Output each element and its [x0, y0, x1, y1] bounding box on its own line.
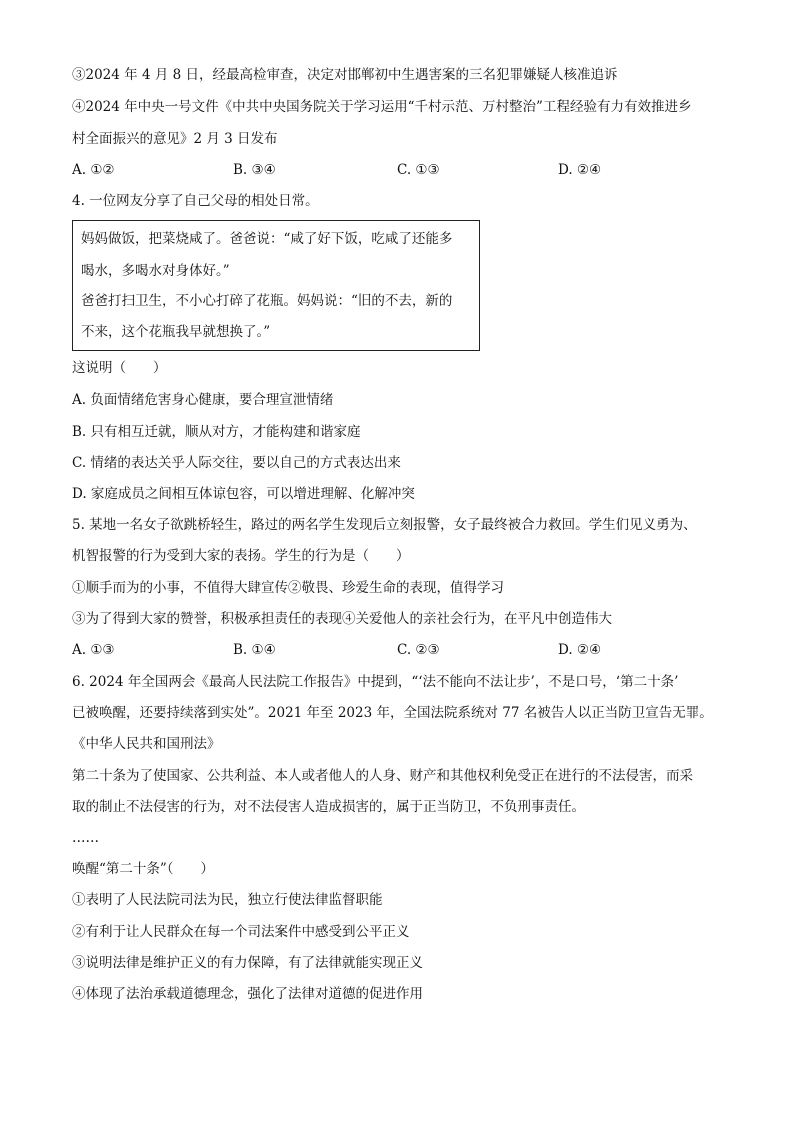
- q4-prompt: 这说明（ ）: [72, 360, 167, 376]
- q3-options: [72, 161, 732, 179]
- q3-item-3: ③2024 年 4 月 8 日，经最高检审查，决定对邯郸初中生遇害案的三名犯罪嫌疑人核准追诉: [72, 67, 618, 83]
- q6-item-1: ①表明了人民法院司法为民，独立行使法律监督职能: [72, 892, 383, 908]
- q5-option-d[interactable]: D. ②④: [558, 642, 602, 658]
- q5-option-a[interactable]: A. ①③: [72, 642, 115, 658]
- q3-option-d[interactable]: D. ②④: [558, 162, 602, 178]
- q5-items-line-1: ①顺手而为的小事，不值得大肆宣传②敬畏、珍爱生命的表现，值得学习: [72, 580, 504, 596]
- q6-item-2: ②有利于让人民群众在每一个司法案件中感受到公平正义: [72, 924, 410, 940]
- q5-option-b[interactable]: B. ①④: [233, 642, 276, 658]
- q4-box-line-4: 不来，这个花瓶我早就想换了。”: [81, 324, 271, 340]
- q4-story-box: [72, 220, 480, 351]
- q6-prompt: 唤醒“第二十条”（ ）: [72, 861, 215, 877]
- q4-box-line-1: 妈妈做饭，把菜烧咸了。爸爸说：“咸了好下饭，吃咸了还能多: [81, 231, 453, 247]
- q3-option-a[interactable]: A. ①②: [72, 162, 115, 178]
- q6-law-title: 《中华人民共和国刑法》: [72, 736, 221, 752]
- q4-box-line-2: 喝水，多喝水对身体好。”: [81, 263, 230, 279]
- q3-option-c[interactable]: C. ①③: [397, 162, 440, 178]
- q6-stem-line-2: 已被唤醒，还要持续落到实处”。2021 年至 2023 年，全国法院系统对 77 名被告人以正当防卫宣告无罪。: [72, 705, 713, 721]
- q4-option-a[interactable]: A. 负面情绪危害身心健康，要合理宣泄情绪: [72, 392, 334, 408]
- q4-option-d[interactable]: D. 家庭成员之间相互体谅包容，可以增进理解、化解冲突: [72, 486, 415, 502]
- q3-option-b[interactable]: B. ③④: [233, 162, 276, 178]
- q5-stem-line-1: 5. 某地一名女子欲跳桥轻生，路过的两名学生发现后立刻报警，女子最终被合力救回。学生们见义勇为、: [72, 517, 697, 533]
- q6-law-line-2: 取的制止不法侵害的行为，对不法侵害人造成损害的，属于正当防卫，不负刑事责任。: [72, 799, 585, 815]
- q6-item-3: ③说明法律是维护正义的有力保障，有了法律就能实现正义: [72, 955, 423, 971]
- q4-box-line-3: 爸爸打扫卫生，不小心打碎了花瓶。妈妈说：“旧的不去，新的: [81, 293, 453, 309]
- q6-law-line-1: 第二十条为了使国家、公共利益、本人或者他人的人身、财产和其他权利免受正在进行的不法侵害，而采: [72, 768, 693, 784]
- q3-item-4-line-1: ④2024 年中央一号文件《中共中央国务院关于学习运用“千村示范、万村整治”工程经验有力有效推进乡: [72, 99, 692, 115]
- q6-item-4: ④体现了法治承载道德理念，强化了法律对道德的促进作用: [72, 986, 423, 1002]
- q5-options: [72, 641, 732, 659]
- q3-item-4-line-2: 村全面振兴的意见》2 月 3 日发布: [72, 131, 278, 147]
- q4-stem: 4. 一位网友分享了自己父母的相处日常。: [72, 193, 319, 209]
- q4-option-b[interactable]: B. 只有相互迁就，顺从对方，才能构建和谐家庭: [72, 424, 361, 440]
- q6-stem-line-1: 6. 2024 年全国两会《最高人民法院工作报告》中提到，“‘法不能向不法让步’，不是口号，‘第二十条’: [72, 674, 679, 690]
- q6-ellipsis: ……: [72, 830, 99, 846]
- q5-items-line-2: ③为了得到大家的赞誉，积极承担责任的表现④关爱他人的亲社会行为，在平凡中创造伟大: [72, 611, 612, 627]
- q5-option-c[interactable]: C. ②③: [397, 642, 440, 658]
- q4-option-c[interactable]: C. 情绪的表达关乎人际交往，要以自己的方式表达出来: [72, 455, 401, 471]
- q5-stem-line-2: 机智报警的行为受到大家的表扬。学生的行为是（ ）: [72, 548, 410, 564]
